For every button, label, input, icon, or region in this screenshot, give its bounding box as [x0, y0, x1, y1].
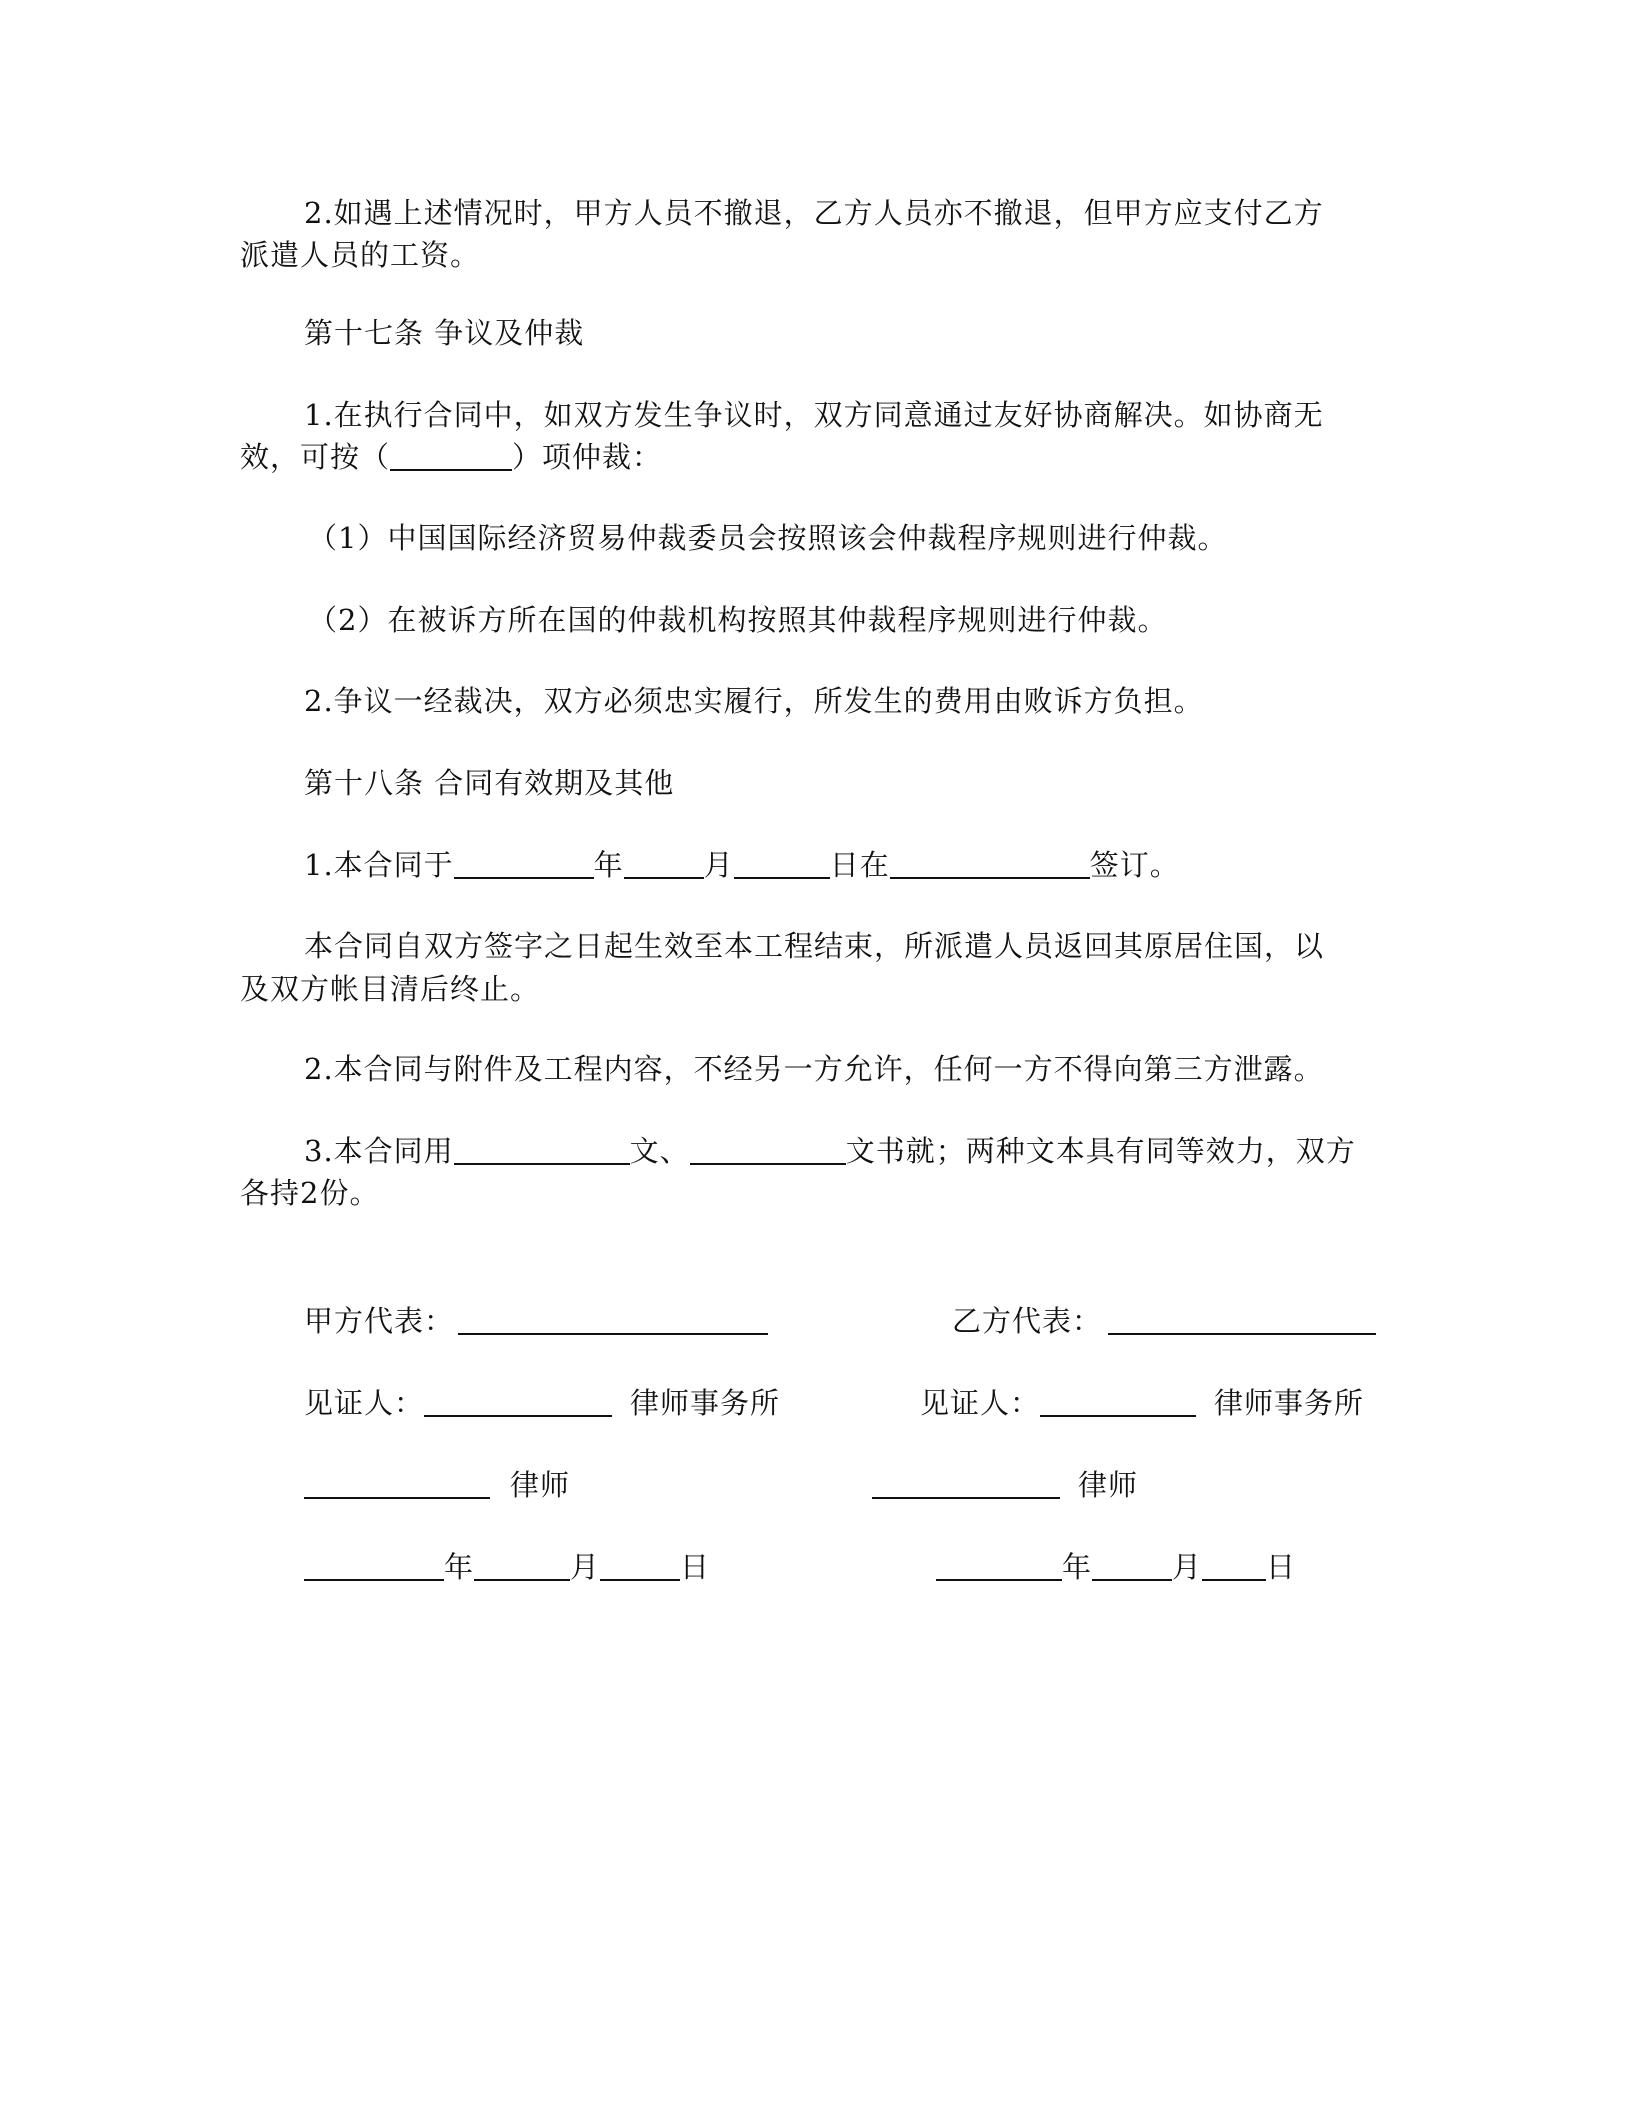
- firm-right-text: 律师事务所: [1214, 1386, 1365, 1420]
- date-left-day-blank[interactable]: [600, 1549, 680, 1581]
- witness-left: [304, 1382, 780, 1424]
- date-right: [936, 1546, 1296, 1588]
- date-left-year-blank[interactable]: [304, 1549, 444, 1581]
- date-right-month-blank[interactable]: [1092, 1549, 1172, 1581]
- clause1-text-after-blank: ）项仲裁：: [512, 440, 663, 474]
- party-b-representative: [952, 1300, 1376, 1342]
- lawyer-right: [872, 1464, 1138, 1506]
- date-left: [304, 1546, 710, 1588]
- month-text: 月: [703, 848, 734, 882]
- validity-paragraph-line1: 本合同自双方签字之日起生效至本工程结束，所派遣人员返回其原居住国，以: [304, 929, 1325, 963]
- witness-right-firm-blank[interactable]: [1040, 1385, 1196, 1417]
- witness-right-label: 见证人：: [920, 1386, 1041, 1420]
- paragraph-2-line2: 派遣人员的工资。: [240, 238, 481, 272]
- lawyer-right-text: 律师: [1078, 1468, 1139, 1502]
- lawyer-right-name-blank[interactable]: [872, 1467, 1060, 1499]
- signing-place-blank[interactable]: [890, 847, 1090, 879]
- party-a-label: 甲方代表：: [304, 1304, 455, 1338]
- article-17-clause2: 2.争议一经裁决，双方必须忠实履行，所发生的费用由败诉方负担。: [304, 684, 1204, 718]
- party-b-signature-blank[interactable]: [1108, 1303, 1376, 1335]
- date-left-month-blank[interactable]: [474, 1549, 570, 1581]
- article-17-heading: 第十七条 争议及仲裁: [304, 316, 585, 350]
- date-left-day: 日: [680, 1550, 711, 1584]
- language-label: 3.本合同用: [304, 1134, 454, 1168]
- article-18-clause3-line2: 各持2份。: [240, 1176, 380, 1210]
- witness-left-label: 见证人：: [304, 1386, 425, 1420]
- language-2-blank[interactable]: [690, 1133, 846, 1165]
- article-18-heading: 第十八条 合同有效期及其他: [304, 766, 675, 800]
- article-18-clause2: 2.本合同与附件及工程内容，不经另一方允许，任何一方不得向第三方泄露。: [304, 1052, 1324, 1086]
- party-a-representative: [304, 1300, 768, 1342]
- validity-paragraph-line2: 及双方帐目清后终止。: [240, 972, 541, 1006]
- language-text-after: 文书就；两种文本具有同等效力，双方: [845, 1134, 1356, 1168]
- lawyer-left-name-blank[interactable]: [304, 1467, 490, 1499]
- witness-left-firm-blank[interactable]: [424, 1385, 612, 1417]
- arbitration-option-2: （2）在被诉方所在国的仲裁机构按照其仲裁程序规则进行仲裁。: [308, 603, 1168, 637]
- language-1-blank[interactable]: [454, 1133, 630, 1165]
- date-left-month: 月: [570, 1550, 601, 1584]
- year-text: 年: [593, 848, 624, 882]
- paragraph-2-line1: 2.如遇上述情况时，甲方人员不撤退，乙方人员亦不撤退，但甲方应支付乙方: [304, 196, 1324, 230]
- article-18-clause1: [304, 844, 1454, 886]
- day-place-text: 日在: [829, 848, 890, 882]
- firm-left-text: 律师事务所: [630, 1386, 781, 1420]
- date-right-year: 年: [1062, 1550, 1093, 1584]
- article-17-clause1-line1: 1.在执行合同中，如双方发生争议时，双方同意通过友好协商解决。如协商无: [304, 398, 1324, 432]
- language-separator: 文、: [629, 1134, 690, 1168]
- signed-text: 签订。: [1089, 848, 1180, 882]
- arbitration-option-1: （1）中国国际经济贸易仲裁委员会按照该会仲裁程序规则进行仲裁。: [308, 521, 1228, 555]
- lawyer-left: [304, 1464, 570, 1506]
- date-right-day: 日: [1266, 1550, 1297, 1584]
- article-18-clause3-line1: [304, 1130, 1454, 1172]
- date-right-year-blank[interactable]: [936, 1549, 1062, 1581]
- date-right-month: 月: [1172, 1550, 1203, 1584]
- signing-year-blank[interactable]: [454, 847, 594, 879]
- signing-month-blank[interactable]: [624, 847, 704, 879]
- arbitration-option-blank[interactable]: [390, 439, 512, 471]
- signing-date-label: 1.本合同于: [304, 848, 454, 882]
- party-a-signature-blank[interactable]: [458, 1303, 768, 1335]
- article-17-clause1-line2: [240, 436, 1390, 478]
- witness-right: [920, 1382, 1364, 1424]
- clause1-text-before-blank: 效，可按（: [240, 440, 391, 474]
- date-left-year: 年: [444, 1550, 475, 1584]
- date-right-day-blank[interactable]: [1202, 1549, 1266, 1581]
- lawyer-left-text: 律师: [510, 1468, 571, 1502]
- party-b-label: 乙方代表：: [952, 1304, 1103, 1338]
- signing-day-blank[interactable]: [734, 847, 830, 879]
